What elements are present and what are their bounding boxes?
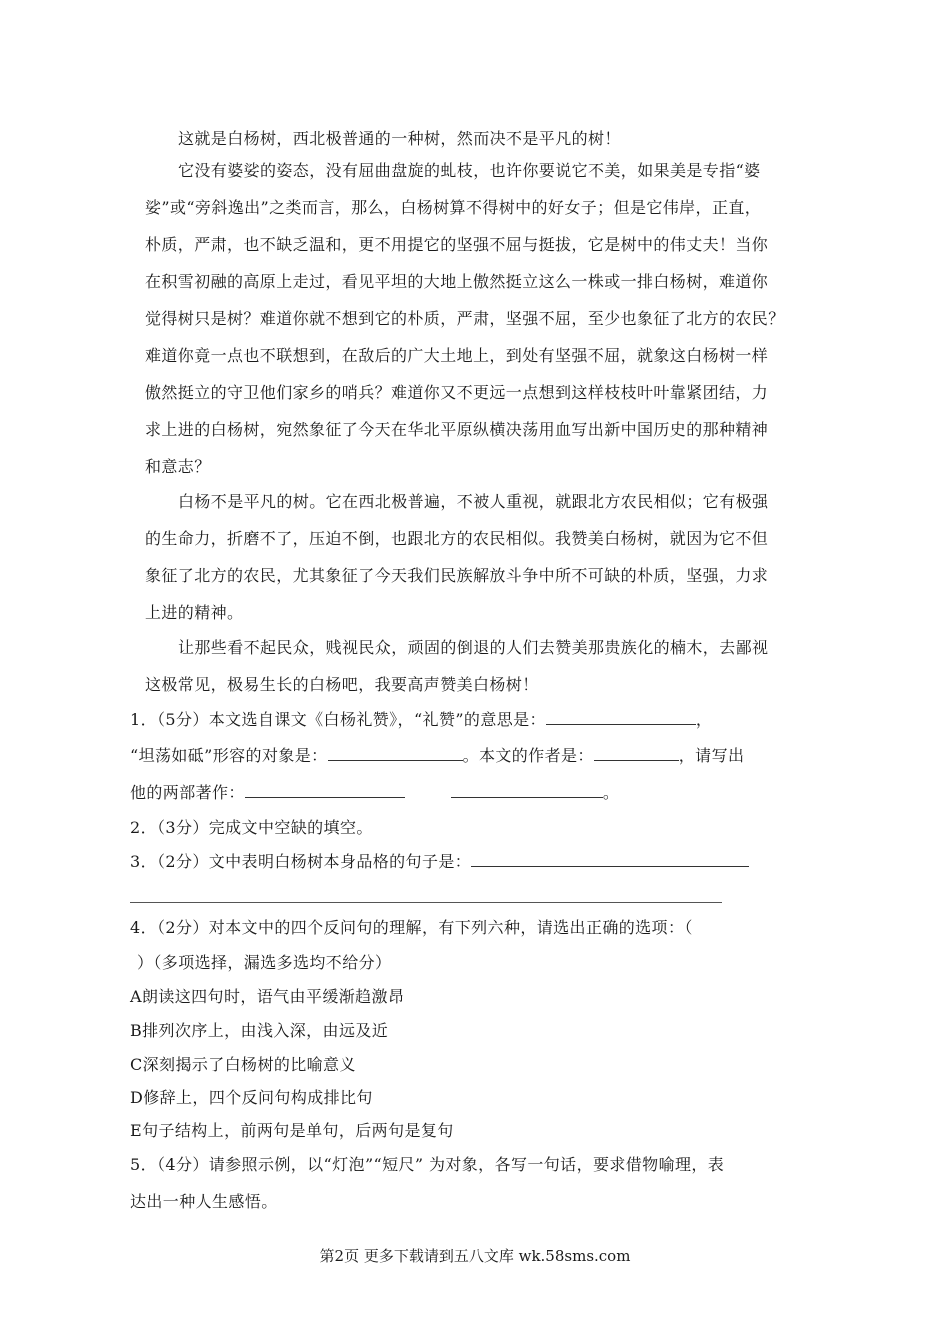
option-e[interactable]: E句子结构上，前两句是单句，后两句是复句 bbox=[130, 1121, 454, 1140]
passage-line: 傲然挺立的守卫他们家乡的哨兵？难道你又不更远一点想到这样枝枝叶叶靠紧团结，力 bbox=[145, 383, 769, 402]
option-d[interactable]: D修辞上，四个反问句构成排比句 bbox=[130, 1088, 373, 1107]
answer-blank[interactable] bbox=[328, 746, 463, 761]
question-5-line-1: 5．（4分）请参照示例，以“灯泡”“短尺” 为对象，各写一句话，要求借物喻理，表 bbox=[130, 1155, 725, 1174]
passage-line: 象征了北方的农民，尤其象征了今天我们民族解放斗争中所不可缺的朴质，坚强，力求 bbox=[145, 566, 769, 585]
passage-line: 娑”或“旁斜逸出”之类而言，那么，白杨树算不得树中的好女子；但是它伟岸，正直， bbox=[145, 198, 762, 217]
question-4-line-2: ）（多项选择，漏选多选均不给分） bbox=[137, 953, 392, 972]
question-1-line-3 bbox=[130, 783, 619, 803]
answer-line[interactable] bbox=[130, 902, 722, 903]
question-text: 他的两部著作： bbox=[130, 783, 245, 802]
question-text: ，请写出 bbox=[678, 746, 745, 765]
answer-blank[interactable] bbox=[471, 852, 749, 867]
question-4-line-1: 4．（2分）对本文中的四个反问句的理解，有下列六种，请选出正确的选项：（ bbox=[130, 918, 693, 937]
question-text: 3．（2分）文中表明白杨树本身品格的句子是： bbox=[130, 852, 472, 871]
passage-line: 这就是白杨树，西北极普通的一种树，然而决不是平凡的树！ bbox=[178, 129, 621, 148]
question-text: 。 bbox=[602, 783, 620, 802]
question-text: “坦荡如砥”形容的对象是： bbox=[130, 746, 328, 765]
question-1-line-2 bbox=[130, 746, 744, 766]
answer-blank[interactable] bbox=[451, 783, 603, 798]
question-1-line-1 bbox=[130, 710, 712, 730]
question-5-line-2: 达出一种人生感悟。 bbox=[130, 1192, 278, 1211]
passage-line: 在积雪初融的高原上走过，看见平坦的大地上傲然挺立这么一株或一排白杨树，难道你 bbox=[145, 272, 769, 291]
answer-blank[interactable] bbox=[245, 783, 405, 798]
passage-line: 白杨不是平凡的树。它在西北极普遍，不被人重视，就跟北方农民相似；它有极强 bbox=[178, 492, 769, 511]
passage-line: 和意志？ bbox=[145, 457, 211, 476]
passage-line: 觉得树只是树？难道你就不想到它的朴质，严肃，坚强不屈，至少也象征了北方的农民？ bbox=[145, 309, 785, 328]
answer-blank[interactable] bbox=[546, 710, 696, 725]
option-c[interactable]: C深刻揭示了白杨树的比喻意义 bbox=[130, 1055, 356, 1074]
question-2: 2．（3分）完成文中空缺的填空。 bbox=[130, 818, 373, 837]
passage-line: 求上进的白杨树，宛然象征了今天在华北平原纵横决荡用血写出新中国历史的那种精神 bbox=[145, 420, 769, 439]
passage-line: 上进的精神。 bbox=[145, 603, 244, 622]
page-footer: 第2页 更多下载请到五八文库 wk.58sms.com bbox=[319, 1247, 631, 1265]
passage-line: 这极常见，极易生长的白杨吧，我要高声赞美白杨树！ bbox=[145, 675, 539, 694]
question-text: 。本文的作者是： bbox=[462, 746, 594, 765]
option-a[interactable]: A朗读这四句时，语气由平缓渐趋激昂 bbox=[130, 987, 405, 1006]
passage-line: 让那些看不起民众，贱视民众，顽固的倒退的人们去赞美那贵族化的楠木，去鄙视 bbox=[178, 638, 769, 657]
option-b[interactable]: B排列次序上，由浅入深，由远及近 bbox=[130, 1021, 389, 1040]
question-3 bbox=[130, 852, 749, 872]
passage-line: 难道你竟一点也不联想到，在敌后的广大土地上，到处有坚强不屈，就象这白杨树一样 bbox=[145, 346, 769, 365]
question-text: ， bbox=[695, 710, 713, 729]
passage-line: 它没有婆娑的姿态，没有屈曲盘旋的虬枝，也许你要说它不美，如果美是专指“婆 bbox=[178, 161, 761, 180]
question-text: 1．（5分）本文选自课文《白杨礼赞》，“礼赞”的意思是： bbox=[130, 710, 546, 729]
passage-line: 朴质，严肃，也不缺乏温和，更不用提它的坚强不屈与挺拔，它是树中的伟丈夫！当你 bbox=[145, 235, 769, 254]
passage-line: 的生命力，折磨不了，压迫不倒，也跟北方的农民相似。我赞美白杨树，就因为它不但 bbox=[145, 529, 769, 548]
answer-blank[interactable] bbox=[594, 746, 679, 761]
